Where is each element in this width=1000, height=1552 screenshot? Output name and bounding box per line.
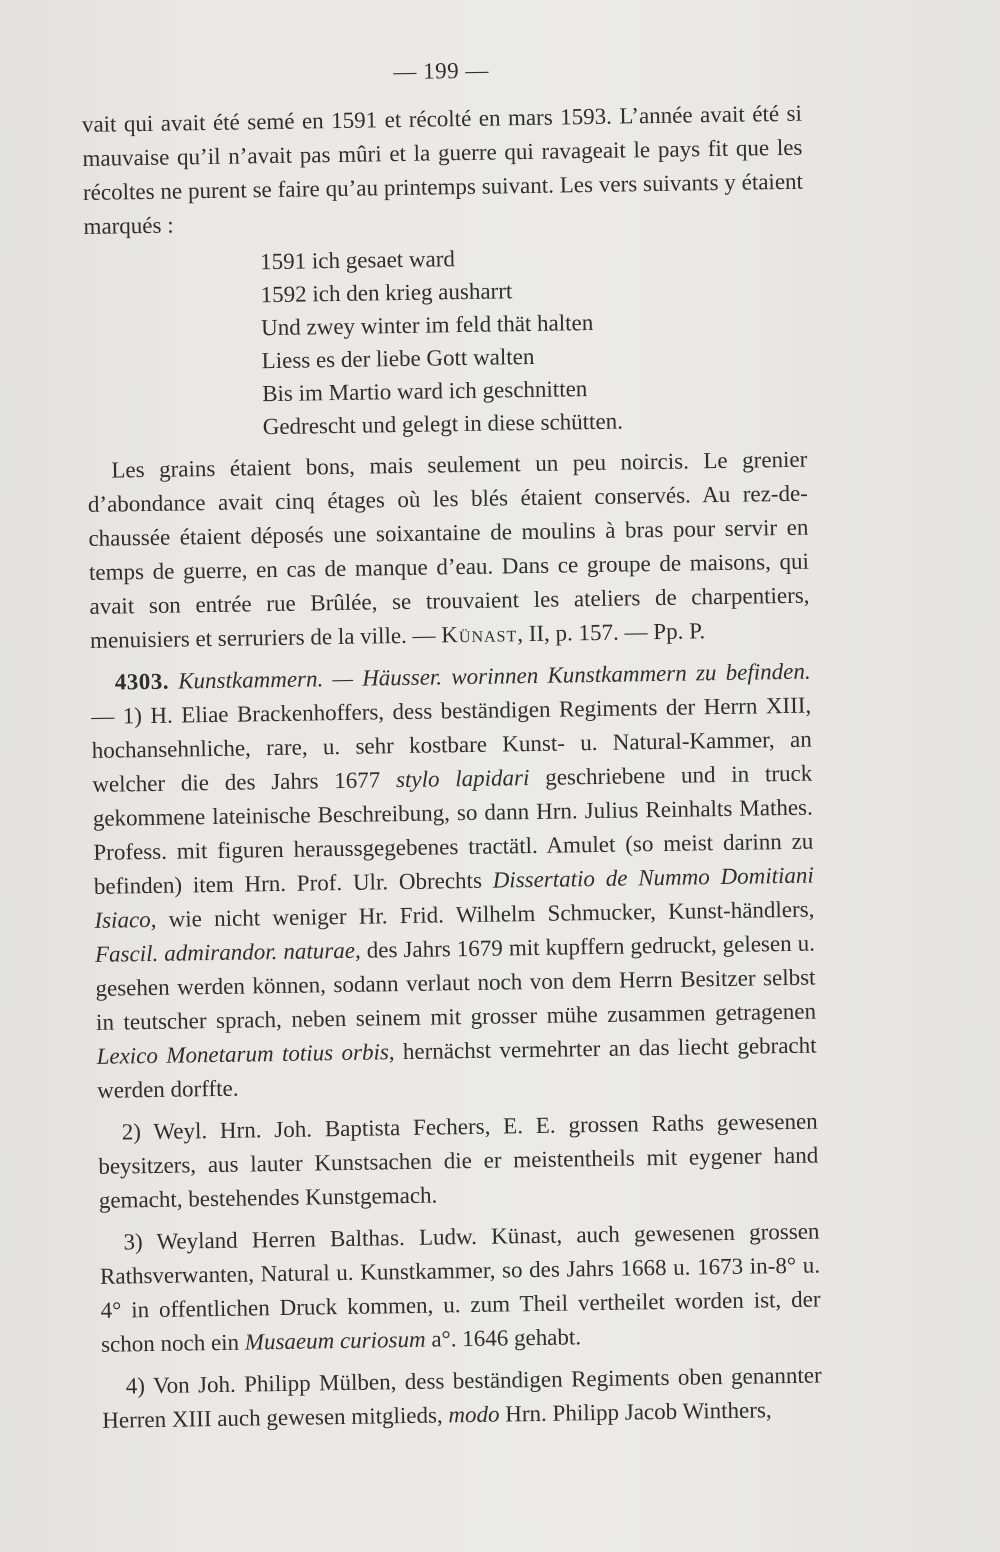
entry-italic: modo bbox=[448, 1401, 500, 1428]
poem-line: Und zwey winter im feld thät halten bbox=[260, 309, 594, 341]
entry-text: wie nicht weniger Hr. Frid. Wilhelm Schmucker, Kunst-händlers, bbox=[156, 896, 815, 932]
grains-text: Les grains étaient bons, mais seulement un peu noircis. Le grenier d’abondance avait cinq étages où les blés étaient conservés. Au rez-de-chaussée étaient déposés une soixantaine de moulins à bras pour servir en temps de guerre, en cas de manque d’eau. Dans ce groupe de maisons, qui avait son entrée rue Brûlée, se trouvaient les ateliers de charpentiers, menuisiers et serruriers de la ville. — bbox=[87, 446, 810, 653]
entry-italic: Dissertatio de Nummo Domitiani Isiaco, bbox=[94, 862, 815, 933]
citation: , II, p. 157. — Pp. P. bbox=[517, 618, 706, 647]
poem-line: Bis im Martio ward ich geschnitten bbox=[262, 376, 588, 407]
entry-text: 3) Weyland Herren Balthas. Ludw. Künast, auch gewesenen grossen Rathsverwanten, Natural u. Kunstkammer, so des Jahrs 1668 u. 1673 in-8° u. 4° in offentlichen Druck kommen, u. zum Theil vertheilet worden ist, der schon noch ein bbox=[99, 1218, 821, 1357]
entry-title: Kunstkammern. — Häusser. worinnen Kunstkammern zu befinden. bbox=[178, 658, 811, 694]
author-name: Künast bbox=[441, 621, 518, 648]
entry-italic: Fascil. admirandor. naturae, bbox=[94, 937, 361, 967]
text-block bbox=[80, 0, 822, 1438]
entry-text: geschriebene und in truck gekommene lateinische Beschreibung, so dann Hrn. Julius Reinhalts Mathes. Profess. mit figuren heraussgegebenes tractätl. Amulet (so meist darinn zu befinden) item Hrn. Prof. Ulr. Obrechts bbox=[92, 760, 814, 899]
page-number: — 199 — bbox=[393, 57, 490, 85]
poem-line: 1591 ich gesaet ward bbox=[259, 246, 456, 275]
poem bbox=[260, 237, 807, 444]
entry-paragraph-1 bbox=[90, 655, 817, 1108]
poem-line: Liess es der liebe Gott walten bbox=[261, 343, 535, 374]
entry-paragraph-4 bbox=[102, 1359, 823, 1438]
entry-text: Hrn. Philipp Jacob Winthers, bbox=[499, 1397, 772, 1427]
poem-line: 1592 ich den krieg ausharrt bbox=[260, 278, 513, 308]
intro-paragraph: vait qui avait été semé en 1591 et récolté en mars 1593. L’année avait été si mauvaise qu’il n’avait pas mûri et la guerre qui ravageait le pays fit que les récoltes ne purent se faire qu’au printemps suivant. Les vers suivants y étaient marqués : bbox=[81, 100, 804, 239]
entry-paragraph-3 bbox=[99, 1215, 821, 1362]
entry-italic: Lexico Monetarum totius orbis, bbox=[96, 1039, 395, 1069]
entry-number: 4303. bbox=[114, 668, 170, 695]
entry-italic: Musaeum curiosum bbox=[244, 1326, 426, 1355]
entry-text: hernächst vermehrter an das liecht gebracht werden dorffte. bbox=[96, 1032, 817, 1103]
entry-text: 4) Von Joh. Philipp Mülben, dess beständigen Regiments oben genannter Herren XIII auch gewesen mitglieds, bbox=[102, 1362, 822, 1433]
entry-text: — 1) H. Eliae Brackenhoffers, dess beständigen Regiments der Herrn XIII, hochansehnliche, rare, u. sehr kostbare Kunst- u. Natural-Kammer, an welcher die des Jahrs 1677 bbox=[91, 692, 812, 797]
entry-text: des Jahrs 1679 mit kupffern gedruckt, gelesen u. gesehen werden können, sodann verlaut noch von dem Herrn Besitzer selbst in teutscher sprach, neben seinem mit grosser mühe zusammen getragenen bbox=[95, 930, 817, 1035]
entry-text: a°. 1646 gehabt. bbox=[425, 1324, 582, 1352]
poem-line: Gedrescht und gelegt in diese schütten. bbox=[262, 408, 624, 440]
entry-italic: stylo lapidari bbox=[395, 765, 530, 793]
entry-paragraph-2: 2) Weyl. Hrn. Joh. Baptista Fechers, E. E. grossen Raths gewesenen beysitzers, aus lauter Kunstsachen die er meistentheils mit eygener hand gemacht, bestehendes Kunstgemach. bbox=[98, 1108, 819, 1213]
grains-paragraph bbox=[87, 443, 810, 658]
